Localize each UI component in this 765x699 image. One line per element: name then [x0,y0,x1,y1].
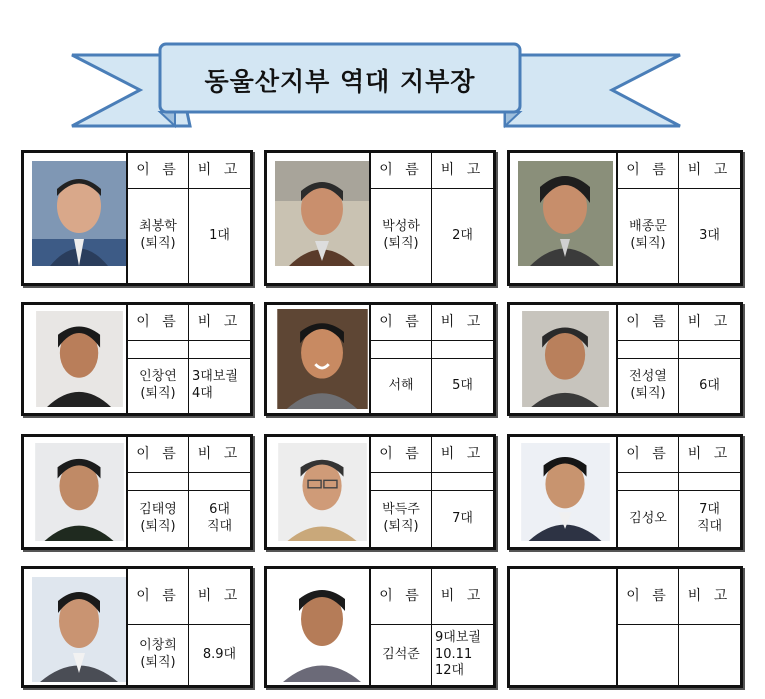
spacer-cell [679,341,740,359]
member-note: 2대 [452,227,473,243]
member-note: 7대 [452,510,473,526]
member-name: 김태영 (퇴직) [128,491,189,547]
portrait-photo [275,577,370,682]
member-name: 전성열 (퇴직) [618,359,679,413]
portrait-photo [518,443,613,541]
info-table [616,569,740,685]
empty-member-card [507,566,743,688]
info-table [369,305,493,413]
member-note: 3대 [699,227,720,243]
member-card [507,302,743,416]
member-name: 김성오 [618,491,679,547]
member-note: 9대보궐 10.11 12대 [435,629,481,679]
name-header: 이 름 [618,569,679,625]
spacer-cell [128,341,189,359]
member-name: 이창희 (퇴직) [128,625,189,685]
info-table [616,153,740,283]
spacer-cell [371,473,432,491]
portrait-photo [32,161,127,266]
note-header: 비 고 [679,305,740,341]
portrait-photo [518,161,613,266]
portrait-photo [32,311,127,407]
name-header: 이 름 [618,305,679,341]
note-header: 비 고 [432,153,493,189]
member-name: 최봉학 (퇴직) [128,189,189,283]
note-header: 비 고 [189,305,250,341]
page-title: 동울산지부 역대 지부장 [204,67,476,96]
spacer-cell [432,473,493,491]
member-note: 8.9대 [202,646,237,662]
spacer-cell [432,341,493,359]
name-header: 이 름 [128,153,189,189]
member-card [21,566,253,688]
member-card [21,150,253,286]
member-note: 6대 [699,377,720,393]
name-header: 이 름 [371,569,432,625]
member-card [264,434,496,550]
member-note: 6대 직대 [206,502,233,534]
portrait-photo [518,311,613,407]
portrait-photo [275,443,370,541]
spacer-cell [189,473,250,491]
info-table [369,569,493,685]
member-name: 박득주 (퇴직) [371,491,432,547]
member-card [264,150,496,286]
title-banner [0,0,765,140]
member-card [21,302,253,416]
name-header: 이 름 [128,437,189,473]
note-header: 비 고 [679,153,740,189]
member-note: 7대 직대 [696,502,723,534]
note-header: 비 고 [679,437,740,473]
info-table [126,153,250,283]
spacer-cell [189,341,250,359]
member-card [507,150,743,286]
member-name: 배종문 (퇴직) [618,189,679,283]
spacer-cell [371,341,432,359]
member-note: 1대 [209,227,230,243]
info-table [126,305,250,413]
member-note [679,625,740,685]
info-table [616,437,740,547]
note-header: 비 고 [679,569,740,625]
spacer-cell [128,473,189,491]
member-name [618,625,679,685]
info-table [369,153,493,283]
member-name: 김석준 [371,625,432,685]
member-name: 인창연 (퇴직) [128,359,189,413]
member-note: 3대보궐 4대 [192,369,238,401]
name-header: 이 름 [371,305,432,341]
spacer-cell [618,341,679,359]
note-header: 비 고 [432,305,493,341]
note-header: 비 고 [189,153,250,189]
note-header: 비 고 [432,437,493,473]
name-header: 이 름 [618,437,679,473]
info-table [616,305,740,413]
note-header: 비 고 [432,569,493,625]
member-name: 박성하 (퇴직) [371,189,432,283]
portrait-photo [275,309,370,409]
portrait-photo [32,443,127,541]
note-header: 비 고 [189,437,250,473]
member-card [507,434,743,550]
member-card [264,302,496,416]
info-table [369,437,493,547]
portrait-photo [32,577,127,682]
info-table [126,437,250,547]
name-header: 이 름 [618,153,679,189]
portrait-photo [275,161,370,266]
member-card [21,434,253,550]
info-table [126,569,250,685]
note-header: 비 고 [189,569,250,625]
member-card [264,566,496,688]
spacer-cell [679,473,740,491]
member-name: 서해 [371,359,432,413]
name-header: 이 름 [371,153,432,189]
name-header: 이 름 [371,437,432,473]
member-note: 5대 [452,377,473,393]
name-header: 이 름 [128,569,189,625]
spacer-cell [618,473,679,491]
name-header: 이 름 [128,305,189,341]
